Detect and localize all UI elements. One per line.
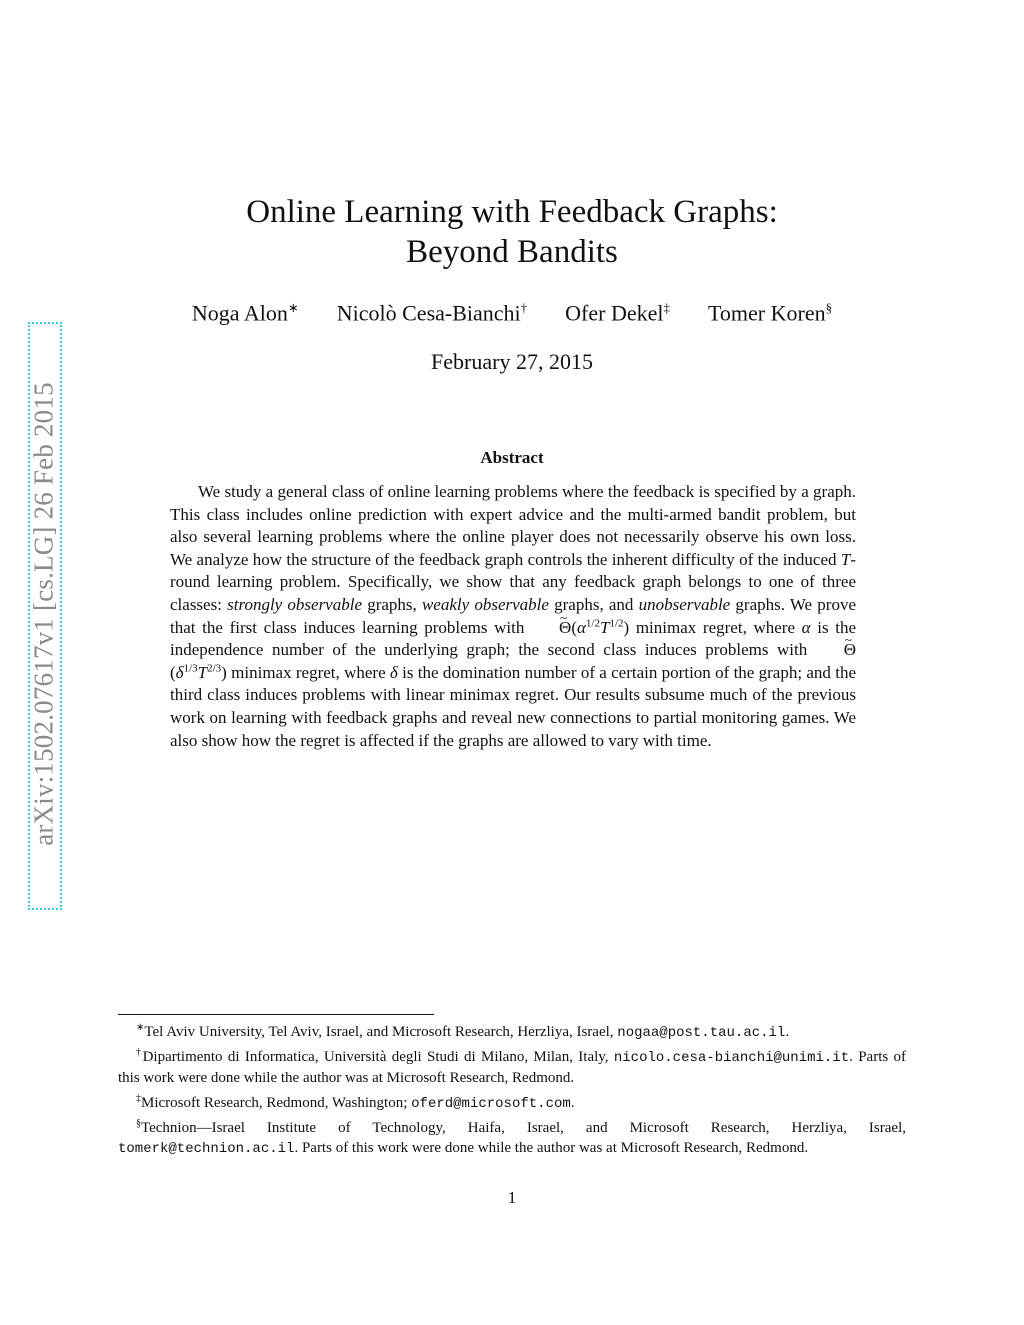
footnotes <box>118 1018 906 1159</box>
author-koren: Tomer Koren§ <box>708 300 833 326</box>
page-number: 1 <box>507 1188 517 1207</box>
footnote-koren: §Technion—Israel Institute of Technology, Haifa, Israel, and Microsoft Research, Herzliya, Israel, tomerk@technion.ac.il. Parts of this work were done while the author was at Microsoft Research, Redmond. <box>118 1117 906 1158</box>
term-weakly-observable: weakly observable <box>421 594 549 614</box>
arxiv-identifier: arXiv:1502.07617v1 [cs.LG] 26 Feb 2015 <box>28 382 59 846</box>
footnote-cesa-bianchi: †Dipartimento di Informatica, Università degli Studi di Milano, Milan, Italy, nicolo.cesa-bianchi@unimi.it. Parts of this work were done while the author was at Microsoft Research, Redmond. <box>118 1047 907 1087</box>
regret-rate-strong: ~ $\Theta(\alpha^{1/2}T^{1/2})$ <box>531 618 629 637</box>
abstract-text: We study a general class of online learning problems where the feedback is specified by a graph. This class includes online prediction with expert advice and the multi-armed bandit problem, but also several learning problems where the online player does not necessarily observe his own loss. We analyze how the structure of the feedback graph controls the inherent difficulty of the induced T-round learning problem. Specifically, we show that any feedback graph belongs to one of three classes: strongly observable graphs, weakly observable graphs, and unobservable graphs. We prove that the first class induces learning problems with ~ $\Theta(\alpha^{1/2}T^{1/2})$ minimax regret, where α is the independence number of the underlying graph; the second class induces problems with ~ $\Theta(\delta^{1/3}T^{2/3})$ minimax regret, where δ is the domination number of a certain portion of the graph; and the third class induces problems with linear minimax regret. Our results subsume much of the previous work on learning with feedback graphs and reveal new connections to partial monitoring games. We also show how the regret is affected if the graphs are allowed to vary with time. <box>170 481 856 752</box>
paper-title-line-2: Beyond Bandits <box>406 234 618 270</box>
footnote-divider <box>118 1014 434 1015</box>
email-link[interactable]: tomerk@technion.ac.il <box>118 1141 295 1158</box>
email-link[interactable]: nicolo.cesa-bianchi@unimi.it <box>613 1050 850 1067</box>
abstract-heading: Abstract <box>480 448 544 467</box>
author-alon: Noga Alon∗ <box>191 300 299 326</box>
author-cesa-bianchi: Nicolò Cesa-Bianchi† <box>336 300 528 326</box>
author-list <box>0 300 1024 326</box>
term-strongly-observable: strongly observable <box>227 594 362 614</box>
footnote-dekel: ‡Microsoft Research, Redmond, Washington; oferd@microsoft.com. <box>136 1092 575 1112</box>
regret-rate-weak: ~ $\Theta(\delta^{1/3}T^{2/3})$ <box>170 640 856 682</box>
email-link[interactable]: nogaa@post.tau.ac.il <box>617 1025 786 1041</box>
email-link[interactable]: oferd@microsoft.com <box>411 1095 571 1112</box>
paper-title-line-1: Online Learning with Feedback Graphs: <box>246 194 778 230</box>
term-unobservable: unobservable <box>638 594 731 614</box>
footnote-alon: ∗Tel Aviv University, Tel Aviv, Israel, and Microsoft Research, Herzliya, Israel, nogaa@post.tau.ac.il. <box>136 1022 790 1041</box>
paper-date: February 27, 2015 <box>431 349 593 374</box>
author-dekel: Ofer Dekel‡ <box>565 300 670 326</box>
